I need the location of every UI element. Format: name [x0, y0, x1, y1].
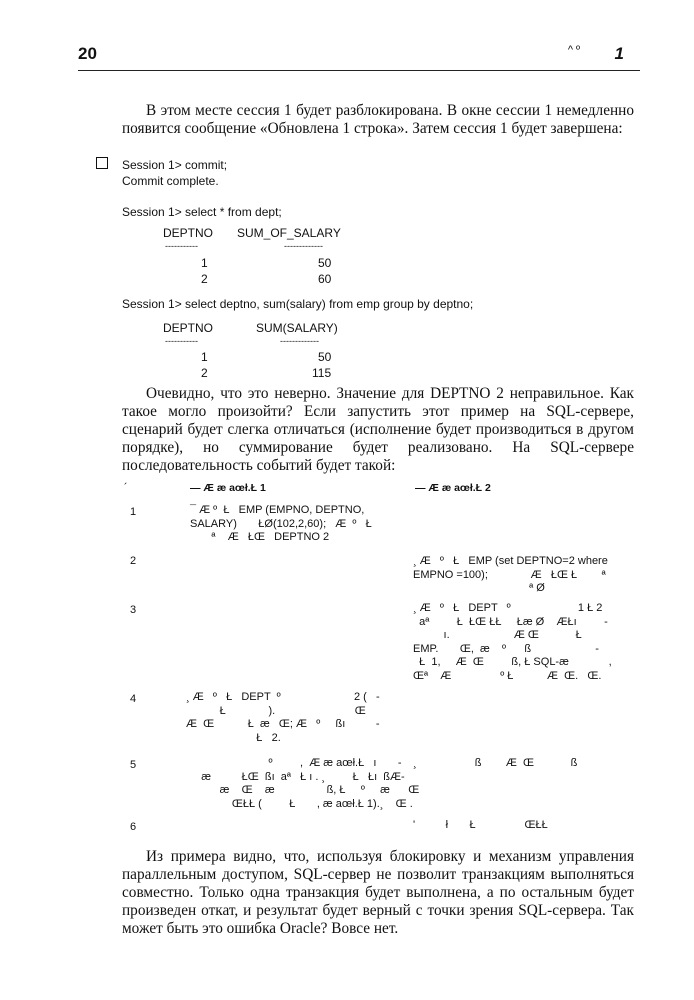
code-marker-icon [96, 157, 108, 169]
events-header-session1: — Æ æ aœł.Ł 1 [190, 482, 266, 494]
table2-divider-1: ----------- [165, 336, 198, 346]
table1-divider-2: ------------- [284, 241, 323, 251]
event-time: 2 [130, 555, 137, 567]
code-line-commit: Session 1> commit; [122, 158, 228, 172]
table1-cell: 50 [318, 256, 332, 270]
event-time: 4 [130, 693, 137, 705]
table1-cell: 60 [318, 272, 332, 286]
table1-header-deptno: DEPTNO [163, 226, 214, 240]
code-line-select-sum: Session 1> select deptno, sum(salary) from emp group by deptno; [122, 297, 474, 311]
event-time: 1 [130, 506, 137, 518]
code-line-select-dept: Session 1> select * from dept; [122, 205, 282, 219]
event-session1-step4: ¸ Æ º Ł DEPT º 2 ( - Ł ). Œ Æ Œ Ł æ Œ; Æ º ßı - Ł 2. [186, 691, 380, 744]
paragraph-conclusion: Из примера видно, что, используя блокировку и механизм управления параллельным доступом, SQL-сервер не позволит транзакциям выполняться совместно. Только одна транзакция будет выполнена, а по остальным будет произведен откат, и результат будет верный с точки зрения SQL-сервера. Так может быть это ошибка Oracle? Вовсе нет. [122, 848, 634, 937]
event-session1-step1: ¯ Æ º Ł EMP (EMPNO, DEPTNO, SALARY) ŁØ(102,2,60); Æ º Ł ª Æ ŁŒ DEPTNO 2 [190, 504, 372, 543]
table2-header-deptno: DEPTNO [163, 321, 214, 335]
table2-cell: 50 [318, 350, 332, 364]
header-mark: ^ º [567, 44, 581, 56]
table2-divider-2: ------------- [280, 336, 319, 346]
paragraph-intro: В этом месте сессия 1 будет разблокирована. В окне сессии 1 немедленно появится сообщение «Обновлена 1 строка». Затем сессия 1 будет завершена: [122, 102, 634, 137]
table2-cell: 115 [312, 366, 332, 380]
event-time: 3 [130, 604, 137, 616]
event-session2-step3: ¸ Æ º Ł DEPT º 1 Ł 2 aª Ł ŁŒ ŁŁ Łæ Ø ÆŁı - ı. Æ Œ Ł EMP. Œ, æ º ß - Ł 1, Æ Œ ß, Ł SQL-æ , Œª Æ º Ł Æ Œ. Œ. [413, 602, 612, 682]
table2-header-sum: SUM(SALARY) [256, 321, 338, 335]
paragraph-explanation: Очевидно, что это неверно. Значение для DEPTNO 2 неправильное. Как такое могло произойти? Если запустить этот пример на SQL-сервере, сценарий будет слегка отличаться (исполнение будет производиться в другом порядке), но суммирование будет реализовано. На SQL-сервере последовательность событий будет такой: [122, 385, 634, 474]
header-rule [78, 70, 640, 71]
events-header-session2: — Æ æ aœł.Ł 2 [415, 482, 491, 494]
event-time: 5 [130, 759, 137, 771]
table1-cell: 2 [201, 272, 208, 286]
event-session2-step5: ¸ ß Æ Œ ß [413, 757, 578, 769]
chapter-number: 1 [614, 44, 624, 63]
event-session1-step5: º , Æ æ aœł.Ł ı - æ ŁŒ ßı aª Ł ı . ¸ Ł Łı ßÆ- æ Œ æ ß, Ł º æ Œ ŒŁŁ ( Ł , æ aœł.Ł 1).¸ Œ . [201, 757, 420, 810]
events-header-time: ´ [124, 482, 128, 494]
table2-cell: 2 [201, 366, 208, 380]
event-time: 6 [130, 821, 137, 833]
table1-header-sum: SUM_OF_SALARY [237, 226, 341, 240]
page-number: 20 [78, 44, 97, 63]
table1-cell: 1 [201, 256, 208, 270]
event-session2-step2: ¸ Æ º Ł EMP (set DEPTNO=2 where EMPNO =100); Æ ŁŒ Ł ª ª Ø [413, 555, 608, 594]
table2-cell: 1 [201, 350, 208, 364]
event-session2-step6: ' ł Ł ŒŁŁ [413, 819, 548, 831]
code-line-commit-complete: Commit complete. [122, 174, 219, 188]
table1-divider-1: ----------- [165, 241, 198, 251]
running-header [568, 44, 624, 64]
